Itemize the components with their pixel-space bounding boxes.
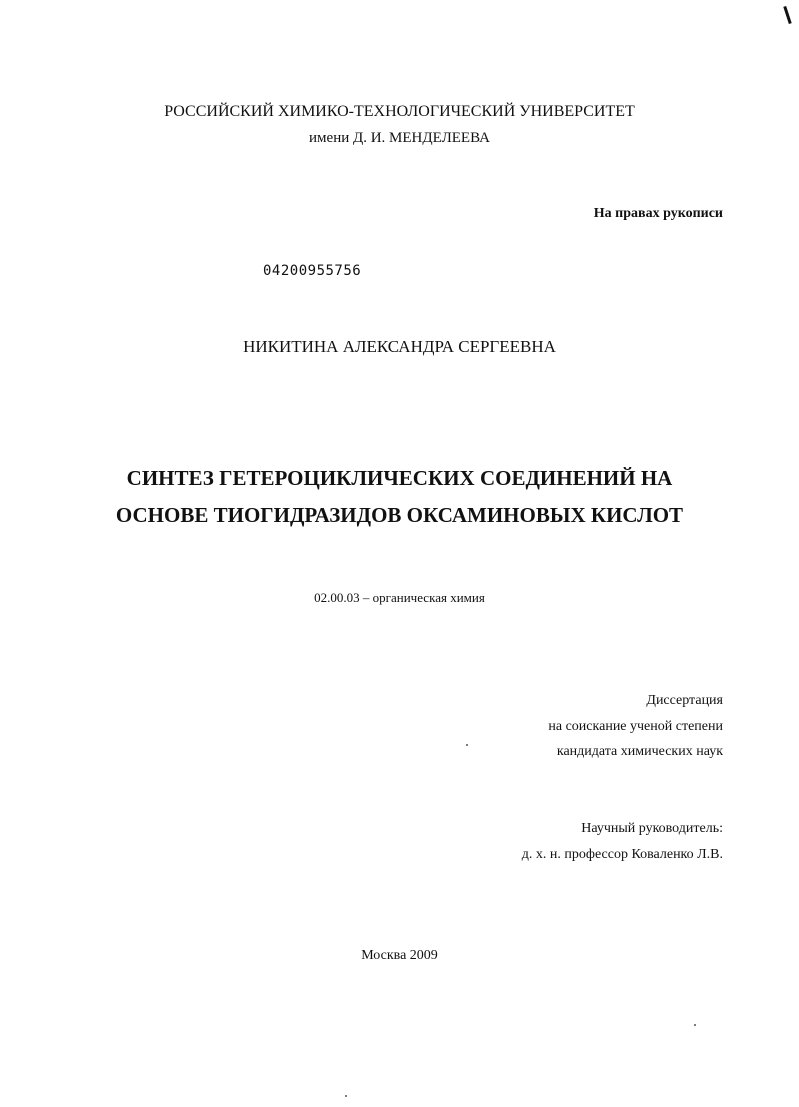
supervisor-label: Научный руководитель: — [581, 821, 723, 836]
dissertation-degree-line: на соискание ученой степени — [548, 719, 723, 734]
thesis-title-line-2: ОСНОВЕ ТИОГИДРАЗИДОВ ОКСАМИНОВЫХ КИСЛОТ — [115, 503, 684, 527]
specialty-code: 02.00.03 – органическая химия — [314, 590, 485, 605]
university-name: РОССИЙСКИЙ ХИМИКО-ТЕХНОЛОГИЧЕСКИЙ УНИВЕРСИТЕТ — [164, 103, 635, 120]
scan-speck — [694, 1024, 696, 1026]
author-name: НИКИТИНА АЛЕКСАНДРА СЕРГЕЕВНА — [243, 337, 556, 356]
dissertation-label: Диссертация — [646, 693, 723, 708]
corner-pen-mark — [783, 6, 791, 24]
scan-speck — [466, 744, 468, 746]
scan-speck — [345, 1095, 347, 1097]
city-year: Москва 2009 — [361, 948, 438, 963]
university-named-after: имени Д. И. МЕНДЕЛЕЕВА — [309, 130, 490, 146]
manuscript-rights-note: На правах рукописи — [593, 206, 723, 221]
thesis-title-line-1: СИНТЕЗ ГЕТЕРОЦИКЛИЧЕСКИХ СОЕДИНЕНИЙ НА — [126, 466, 673, 490]
dissertation-degree-name: кандидата химических наук — [556, 744, 723, 759]
supervisor-name: д. х. н. профессор Коваленко Л.В. — [521, 847, 723, 862]
document-code: 04200955756 — [263, 263, 362, 279]
